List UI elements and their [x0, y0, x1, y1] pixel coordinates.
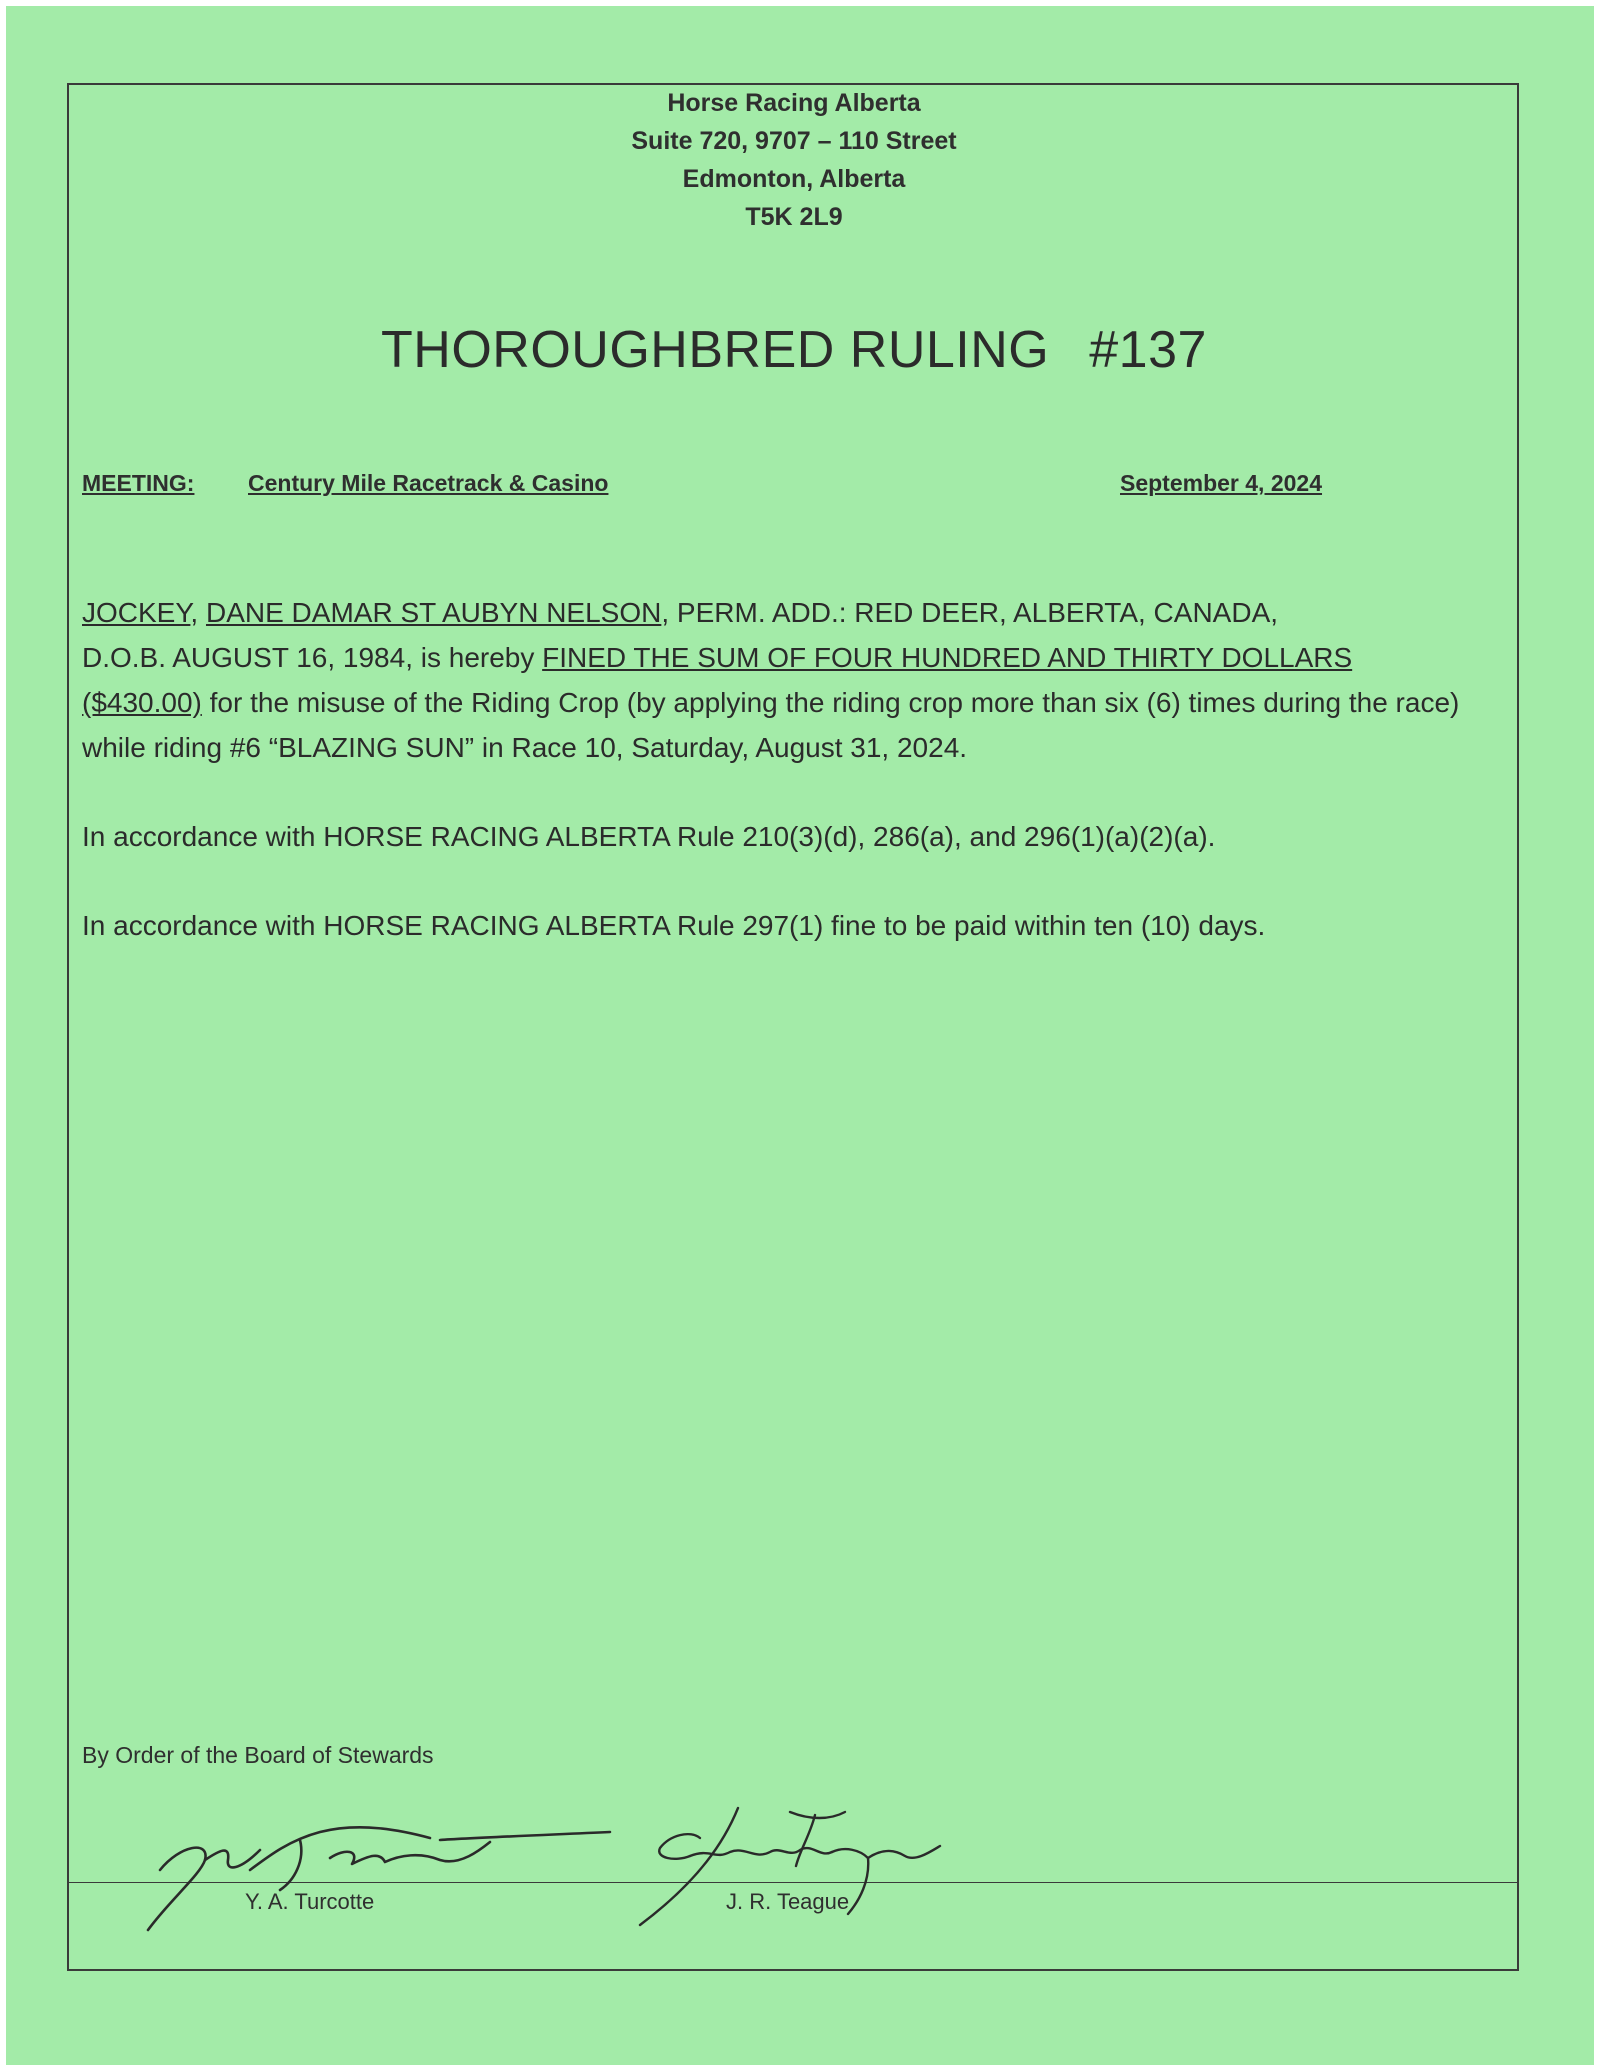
ruling-details: for the misuse of the Riding Crop (by applying the riding crop more than six (6) times during the race) while riding #6 “BLAZING SUN” in Race 10, Saturday, August 31, 2024. [82, 687, 1460, 763]
ruling-title-text: THOROUGHBRED RULING [381, 321, 1050, 379]
address-line-2: Edmonton, Alberta [682, 165, 906, 193]
payment-terms: In accordance with HORSE RACING ALBERTA Rule 297(1) fine to be paid within ten (10) days. [82, 910, 1266, 941]
ruling-paragraph: JOCKEY, DANE DAMAR ST AUBYN NELSON, PERM. ADD.: RED DEER, ALBERTA, CANADA, D.O.B. AUGUST 16, 1984, is hereby FINED THE SUM OF FOUR HUNDRED AND THIRTY DOLLARS ($430.00) for the misuse of the Riding Crop (by applying the riding crop more than six (6) times during the race) while riding #6 “BLAZING SUN” in Race 10, Saturday, August 31, 2024. [82, 597, 1460, 763]
licensee-role: JOCKEY [82, 597, 191, 628]
turcotte-signature [148, 1827, 610, 1930]
licensee-address: , PERM. ADD.: RED DEER, ALBERTA, CANADA, [661, 597, 1279, 628]
meeting-date: September 4, 2024 [1120, 470, 1323, 496]
board-order-text: By Order of the Board of Stewards [82, 1742, 434, 1768]
address-line-1: Suite 720, 9707 – 110 Street [631, 127, 957, 155]
fine-statement: FINED THE SUM OF FOUR HUNDRED AND THIRTY DOLLARS [542, 642, 1353, 673]
signatory-name-turcotte: Y. A. Turcotte [245, 1889, 375, 1914]
organization-name: Horse Racing Alberta [667, 89, 921, 117]
licensee-name: DANE DAMAR ST AUBYN NELSON [205, 597, 662, 628]
meeting-venue: Century Mile Racetrack & Casino [248, 470, 609, 496]
ruling-number: #137 [1089, 321, 1207, 379]
rule-reference: In accordance with HORSE RACING ALBERTA Rule 210(3)(d), 286(a), and 296(1)(a)(2)(a). [82, 821, 1216, 852]
fine-amount: ($430.00) [82, 687, 202, 718]
postal-code: T5K 2L9 [745, 203, 843, 231]
meeting-label: MEETING: [82, 470, 195, 496]
licensee-dob: D.O.B. AUGUST 16, 1984, is hereby [82, 642, 543, 673]
signatory-name-teague: J. R. Teague [726, 1889, 850, 1914]
